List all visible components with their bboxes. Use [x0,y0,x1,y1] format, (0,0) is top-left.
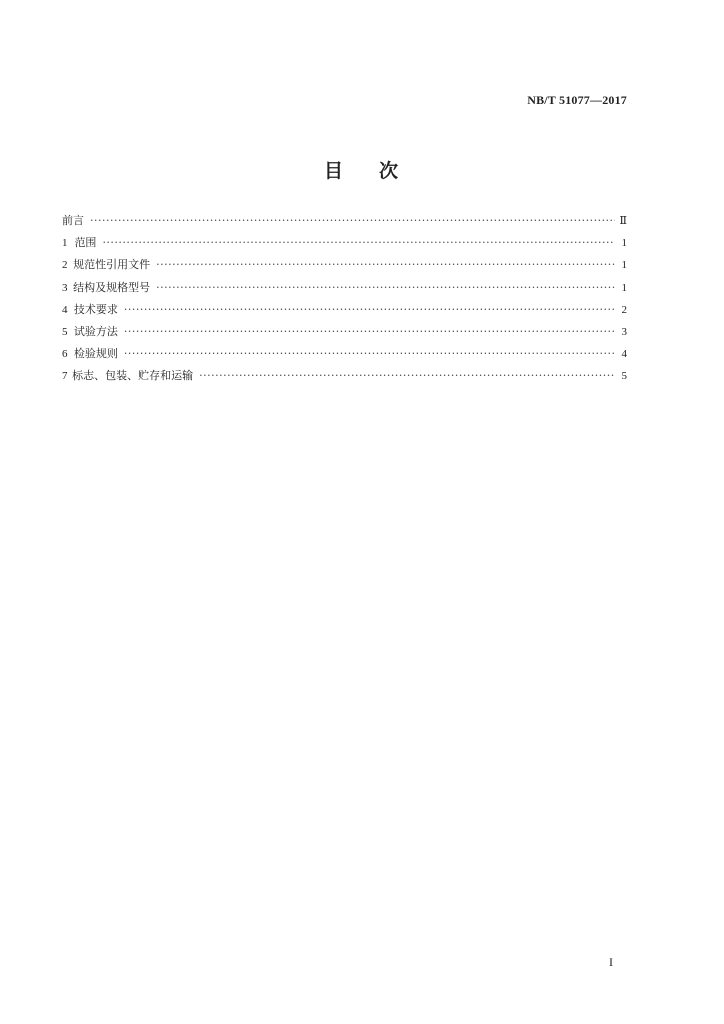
toc-title-part1: 目 [323,160,345,182]
toc-entry-label: 范围 [74,236,97,250]
toc-entry-number: 1 [62,237,68,250]
toc-title-part2: 次 [379,160,401,182]
toc-title [0,156,724,183]
toc-entry-page: 1 [621,281,627,294]
toc-entry-number: 7 [62,370,68,383]
toc-entry-label: 试验方法 [73,324,118,338]
toc-entry-page: 3 [621,325,627,338]
toc-dot-leader [90,214,615,227]
toc-entry-inspection-rules[interactable] [62,345,627,367]
toc-entry-test-methods[interactable] [62,323,627,345]
toc-entry-page: 5 [621,370,627,383]
toc-entry-number: 6 [62,348,68,361]
toc-dot-leader [156,281,615,294]
toc-entry-marking-packaging[interactable] [62,367,627,389]
toc-entry-number: 5 [62,325,68,338]
toc-dot-leader [156,258,615,271]
toc-entry-page: 4 [621,348,627,361]
toc-dot-leader [102,236,615,249]
toc-entry-foreword[interactable] [62,212,627,234]
toc-entry-number: 4 [62,303,68,316]
toc-entry-number: 3 [62,281,68,294]
toc-entry-label: 技术要求 [73,302,118,316]
toc-dot-leader [124,325,615,338]
toc-entry-label: 前言 [62,214,84,227]
toc-entry-technical-requirements[interactable] [62,301,627,323]
toc-dot-leader [124,303,615,316]
toc-entry-page: Ⅱ [619,215,627,227]
toc-entry-label: 结构及规格型号 [73,280,151,294]
toc-entry-page: 1 [621,237,627,250]
standard-code: NB/T 51077—2017 [527,93,627,107]
toc-entry-structure-specs[interactable] [62,279,627,301]
toc-dot-leader [199,369,615,382]
toc-entry-label: 标志、包装、贮存和运输 [72,369,194,383]
toc-list [62,212,627,390]
page-number: I [609,955,613,969]
toc-dot-leader [124,347,615,360]
toc-entry-normative-references[interactable] [62,256,627,278]
toc-entry-label: 检验规则 [73,347,118,361]
toc-entry-scope[interactable] [62,234,627,256]
toc-entry-number: 2 [62,259,68,272]
toc-entry-label: 规范性引用文件 [73,258,151,272]
toc-entry-page: 1 [621,259,627,272]
toc-entry-page: 2 [621,303,627,316]
